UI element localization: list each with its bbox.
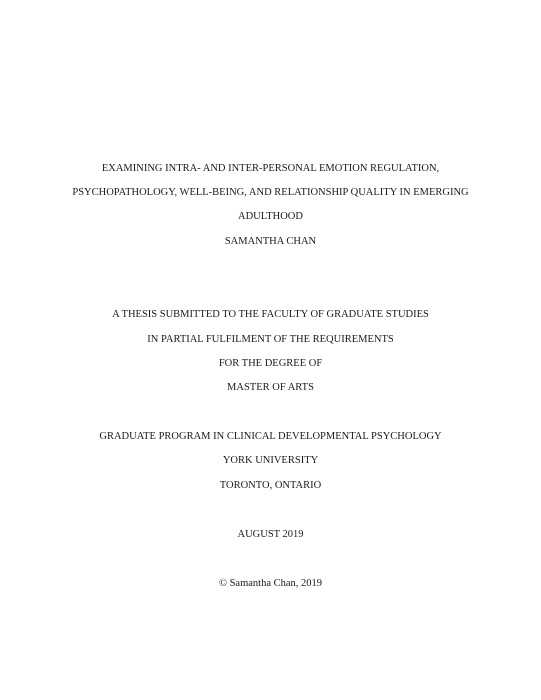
submission-statement-line-2: IN PARTIAL FULFILMENT OF THE REQUIREMENTS bbox=[147, 334, 394, 345]
university-name: YORK UNIVERSITY bbox=[222, 455, 319, 466]
thesis-title-line-2: PSYCHOPATHOLOGY, WELL-BEING, AND RELATIONSHIP QUALITY IN EMERGING bbox=[72, 187, 469, 198]
submission-statement-line-3: FOR THE DEGREE OF bbox=[218, 358, 323, 369]
university-location: TORONTO, ONTARIO bbox=[219, 480, 322, 491]
submission-date: AUGUST 2019 bbox=[237, 529, 304, 540]
author-name: SAMANTHA CHAN bbox=[224, 236, 317, 247]
copyright-notice: © Samantha Chan, 2019 bbox=[218, 578, 323, 589]
program-name: GRADUATE PROGRAM IN CLINICAL DEVELOPMENTAL PSYCHOLOGY bbox=[99, 431, 442, 442]
thesis-title-line-3: ADULTHOOD bbox=[238, 211, 303, 222]
degree-name: MASTER OF ARTS bbox=[227, 382, 314, 393]
thesis-title-line-1: EXAMINING INTRA- AND INTER-PERSONAL EMOTION REGULATION, bbox=[101, 163, 440, 174]
submission-statement-line-1: A THESIS SUBMITTED TO THE FACULTY OF GRADUATE STUDIES bbox=[112, 309, 429, 320]
